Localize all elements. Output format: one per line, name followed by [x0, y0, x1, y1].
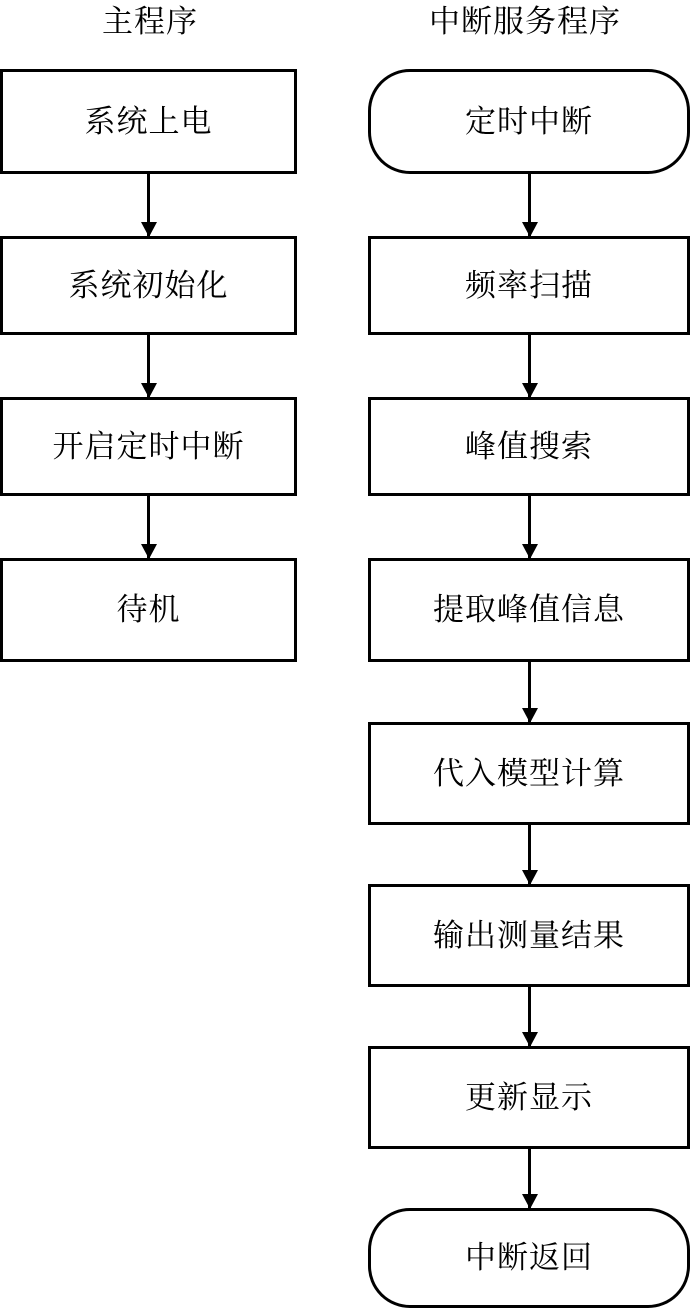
arrow-enable-interrupt-to-standby: [147, 496, 150, 558]
node-peak-search[interactable]: [368, 397, 690, 496]
arrow-peak-search-to-extract-peak-info: [528, 496, 531, 558]
node-update-display[interactable]: [368, 1046, 690, 1149]
arrow-frequency-sweep-to-peak-search: [528, 335, 531, 397]
node-label: 系统上电: [84, 103, 213, 139]
node-label: 待机: [116, 592, 181, 627]
arrow-update-display-to-interrupt-return: [528, 1149, 531, 1208]
arrow-output-result-to-update-display: [528, 987, 531, 1046]
node-system-initialization[interactable]: [0, 236, 297, 335]
node-label: 频率扫描: [465, 267, 593, 303]
node-model-calculation[interactable]: [368, 722, 690, 825]
arrow-model-calculation-to-output-result: [528, 825, 531, 884]
node-enable-timer-interrupt[interactable]: [0, 397, 297, 496]
node-label: 系统初始化: [68, 267, 229, 303]
column-title-interrupt-service: 中断服务程序: [429, 4, 621, 39]
node-label: 更新显示: [465, 1079, 593, 1115]
arrow-extract-peak-info-to-model-calculation: [528, 662, 531, 722]
node-system-power-on[interactable]: [0, 69, 297, 174]
node-output-measurement-result[interactable]: [368, 884, 690, 987]
node-timer-interrupt[interactable]: [368, 69, 690, 174]
node-label: 峰值搜索: [465, 428, 593, 464]
arrow-init-to-enable-interrupt: [147, 335, 150, 397]
node-frequency-sweep[interactable]: [368, 236, 690, 335]
node-label: 提取峰值信息: [433, 592, 625, 627]
node-label: 开启定时中断: [52, 428, 245, 464]
column-title-main-program: 主程序: [102, 4, 198, 39]
arrow-timer-interrupt-to-frequency-sweep: [528, 174, 531, 236]
node-extract-peak-info[interactable]: [368, 558, 690, 662]
node-label: 中断返回: [465, 1240, 593, 1275]
node-label: 定时中断: [465, 103, 593, 139]
node-label: 代入模型计算: [433, 755, 625, 791]
node-standby[interactable]: [0, 558, 297, 662]
node-label: 输出测量结果: [433, 917, 625, 953]
arrow-power-on-to-init: [147, 174, 150, 236]
node-interrupt-return[interactable]: [368, 1208, 690, 1308]
